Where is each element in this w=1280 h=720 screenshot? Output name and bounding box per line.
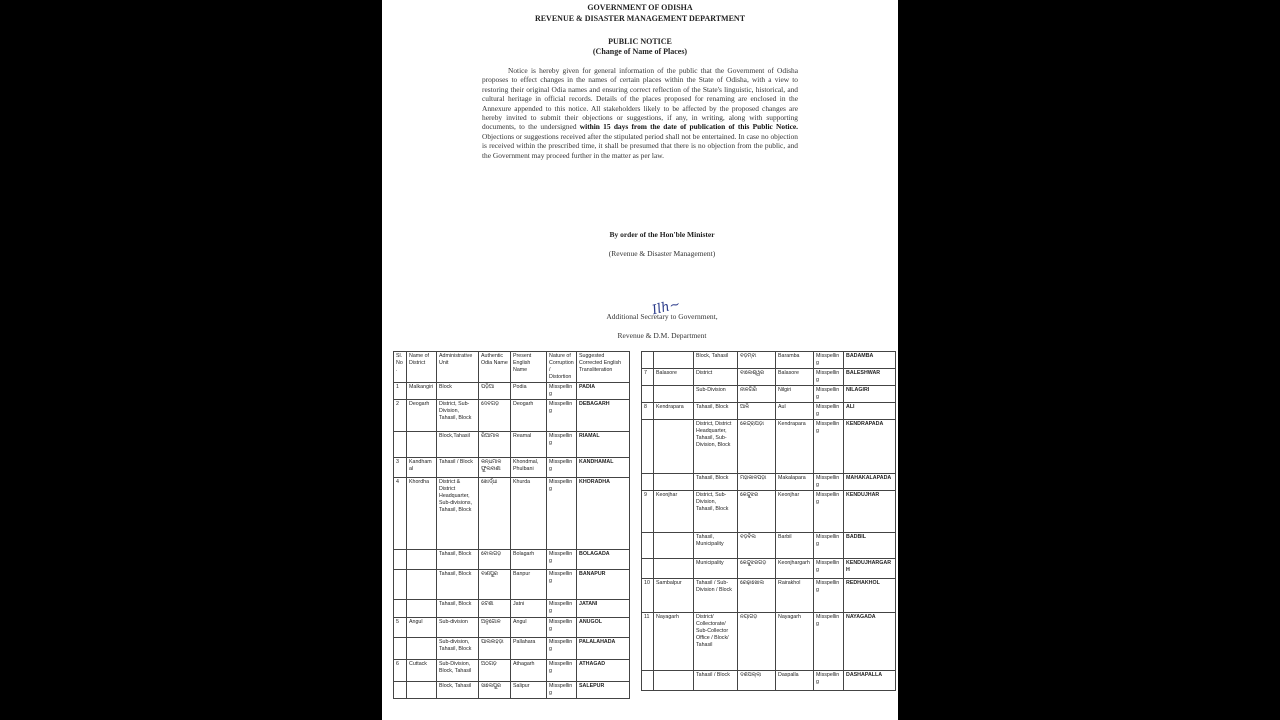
table-cell-present: Angul	[511, 618, 547, 638]
table-cell-sl: 8	[642, 403, 654, 420]
table-cell-unit: Block, Tahasil	[694, 352, 738, 369]
table-row	[642, 420, 896, 474]
table-cell-district: Angul	[407, 618, 437, 638]
table-cell-odia: ନୀଳଗିରି	[738, 386, 776, 403]
table-cell-unit: Sub-Division	[694, 386, 738, 403]
table-cell-odia: ବଡ଼ମ୍ବା	[738, 352, 776, 369]
table-cell-sl	[642, 474, 654, 491]
notice-subtitle: (Change of Name of Places)	[592, 47, 688, 56]
table-cell-corrected: RIAMAL	[577, 432, 630, 458]
table-cell-unit: Tahasil / Block	[694, 671, 738, 691]
table-cell-nature: Misspelling	[814, 533, 844, 559]
table-cell-odia: ପଡ଼ିଆ	[479, 383, 511, 400]
table-cell-nature: Misspelling	[814, 613, 844, 671]
table-cell-unit: Tahasil, Municipality	[694, 533, 738, 559]
table-header-cell: Name of District	[407, 352, 437, 383]
table-cell-present: Deogarh	[511, 400, 547, 432]
table-cell-sl: 10	[642, 579, 654, 613]
annexure-table-right	[641, 351, 896, 691]
table-cell-corrected: PALALAHADA	[577, 638, 630, 660]
table-cell-nature: Misspelling	[547, 600, 577, 618]
table-cell-sl	[642, 533, 654, 559]
table-cell-present: Kendrapara	[776, 420, 814, 474]
table-cell-corrected: KANDHAMAL	[577, 458, 630, 478]
table-header-cell: Sl. No.	[394, 352, 407, 383]
table-cell-nature: Misspelling	[814, 420, 844, 474]
table-cell-sl	[642, 671, 654, 691]
table-cell-nature: Misspelling	[814, 474, 844, 491]
table-cell-odia: ପାଲଲହଡ଼ା	[479, 638, 511, 660]
table-cell-present: Nilgiri	[776, 386, 814, 403]
table-cell-nature: Misspelling	[547, 638, 577, 660]
table-cell-odia: କେନ୍ଦ୍ରାପଡ଼ା	[738, 420, 776, 474]
table-cell-present: Bolagarh	[511, 550, 547, 570]
signatory-title: Additional Secretary to Government,	[606, 312, 718, 321]
table-cell-present: Pallahara	[511, 638, 547, 660]
order-department: (Revenue & Disaster Management)	[608, 249, 716, 258]
table-cell-nature: Misspelling	[814, 671, 844, 691]
table-row	[394, 550, 630, 570]
table-cell-corrected: KHORADHA	[577, 478, 630, 550]
table-cell-present: Aul	[776, 403, 814, 420]
table-cell-present: Keonjhar	[776, 491, 814, 533]
table-cell-unit: District, Sub-Division, Tahasil, Block	[437, 400, 479, 432]
table-cell-nature: Misspelling	[814, 491, 844, 533]
table-cell-district: Kendrapara	[654, 403, 694, 420]
table-row	[642, 559, 896, 579]
table-header-row	[394, 352, 630, 383]
table-cell-corrected: NAYAGADA	[844, 613, 896, 671]
table-cell-unit: Sub-Division, Block, Tahasil	[437, 660, 479, 682]
table-cell-odia: ବାଲେଶ୍ୱର	[738, 369, 776, 386]
table-cell-present: Salipur	[511, 682, 547, 699]
table-cell-nature: Misspelling	[814, 579, 844, 613]
table-cell-corrected: ANUGOL	[577, 618, 630, 638]
table-cell-district	[654, 533, 694, 559]
table-cell-odia: ମହାକାଳପଡ଼ା	[738, 474, 776, 491]
table-cell-present: Nayagarh	[776, 613, 814, 671]
table-row	[394, 478, 630, 550]
table-cell-district: Kandhamal	[407, 458, 437, 478]
table-cell-corrected: KENDUJHAR	[844, 491, 896, 533]
table-cell-corrected: BANAPUR	[577, 570, 630, 600]
table-row	[394, 618, 630, 638]
table-cell-odia: ଆଳି	[738, 403, 776, 420]
signatory-department: Revenue & D.M. Department	[617, 331, 707, 340]
table-cell-nature: Misspelling	[547, 400, 577, 432]
table-cell-nature: Misspelling	[814, 352, 844, 369]
table-cell-sl: 2	[394, 400, 407, 432]
table-cell-odia: ବଡ଼ବିଲ	[738, 533, 776, 559]
table-row	[394, 570, 630, 600]
table-cell-corrected: KENDRAPADA	[844, 420, 896, 474]
table-cell-district: Nayagarh	[654, 613, 694, 671]
table-cell-odia: କନ୍ଧମାଳ ଫୁଲବାଣୀ	[479, 458, 511, 478]
table-row	[642, 386, 896, 403]
table-cell-corrected: PADIA	[577, 383, 630, 400]
table-cell-nature: Misspelling	[547, 682, 577, 699]
table-cell-district: Malkangiri	[407, 383, 437, 400]
table-cell-odia: ନୟାଗଡ଼	[738, 613, 776, 671]
table-cell-odia: ଖୋର୍ଦ୍ଧା	[479, 478, 511, 550]
table-cell-unit: Tahasil, Block	[437, 570, 479, 600]
table-row	[394, 638, 630, 660]
table-cell-unit: District, District Headquarter, Tahasil, Sub-Division, Block	[694, 420, 738, 474]
table-cell-district	[407, 600, 437, 618]
table-cell-present: Makalapara	[776, 474, 814, 491]
table-cell-sl: 9	[642, 491, 654, 533]
table-row	[394, 400, 630, 432]
table-cell-sl: 3	[394, 458, 407, 478]
table-cell-nature: Misspelling	[547, 550, 577, 570]
table-cell-unit: Block,Tahasil	[437, 432, 479, 458]
table-cell-district	[654, 352, 694, 369]
table-cell-present: Athagarh	[511, 660, 547, 682]
table-cell-odia: ଜଟଣୀ	[479, 600, 511, 618]
table-cell-unit: Sub-division, Tahasil, Block	[437, 638, 479, 660]
table-cell-unit: Sub-division	[437, 618, 479, 638]
table-row	[394, 660, 630, 682]
table-cell-sl	[642, 386, 654, 403]
table-row	[642, 579, 896, 613]
notice-document	[382, 0, 898, 720]
table-cell-nature: Misspelling	[547, 458, 577, 478]
notice-text-part2: Objections or suggestions received after the stipulated period shall not be entertained. In case no objection is received within the prescribed time, it shall be presumed that there is no objection from the public, and the Government may proceed further in the matter as per law.	[482, 131, 798, 160]
table-cell-nature: Misspelling	[547, 570, 577, 600]
table-cell-unit: District	[694, 369, 738, 386]
table-cell-district	[407, 432, 437, 458]
table-cell-unit: District/ Collectorate/ Sub-Collector Office / Block/ Tahasil	[694, 613, 738, 671]
table-cell-corrected: REDHAKHOL	[844, 579, 896, 613]
table-cell-odia: ରିଆମାଳ	[479, 432, 511, 458]
table-cell-corrected: BALESHWAR	[844, 369, 896, 386]
table-cell-nature: Misspelling	[814, 369, 844, 386]
table-row	[642, 369, 896, 386]
table-body-right	[642, 352, 896, 691]
table-cell-unit: Tahasil, Block	[437, 550, 479, 570]
table-header-cell: Authentic Odia Name	[479, 352, 511, 383]
table-cell-corrected: BADBIL	[844, 533, 896, 559]
annexure-table-left	[393, 351, 630, 699]
table-cell-district: Cuttack	[407, 660, 437, 682]
table-cell-sl: 11	[642, 613, 654, 671]
table-cell-unit: Tahasil, Block	[437, 600, 479, 618]
table-cell-odia: ଅନୁଗୋଳ	[479, 618, 511, 638]
table-cell-present: Rairakhol	[776, 579, 814, 613]
table-cell-district: Khordha	[407, 478, 437, 550]
table-cell-sl: 6	[394, 660, 407, 682]
table-cell-nature: Misspelling	[547, 618, 577, 638]
table-cell-corrected: MAHAKALAPADA	[844, 474, 896, 491]
table-cell-sl	[642, 559, 654, 579]
table-cell-district	[654, 420, 694, 474]
table-cell-odia: ବୋଲଗଡ଼	[479, 550, 511, 570]
table-cell-nature: Misspelling	[814, 559, 844, 579]
table-cell-unit: Municipality	[694, 559, 738, 579]
table-cell-nature: Misspelling	[547, 383, 577, 400]
table-cell-corrected: BOLAGADA	[577, 550, 630, 570]
table-cell-district	[407, 638, 437, 660]
table-row	[642, 474, 896, 491]
table-cell-sl	[642, 352, 654, 369]
table-cell-district: Keonjhar	[654, 491, 694, 533]
table-cell-present: Podia	[511, 383, 547, 400]
table-cell-sl	[394, 550, 407, 570]
table-cell-unit: Tahasil, Block	[694, 403, 738, 420]
table-header-cell: Nature of Corruption / Distortion	[547, 352, 577, 383]
table-cell-present: Reamal	[511, 432, 547, 458]
table-cell-present: Keonjhargarh	[776, 559, 814, 579]
table-cell-district: Deogarh	[407, 400, 437, 432]
table-row	[642, 352, 896, 369]
table-cell-nature: Misspelling	[814, 386, 844, 403]
table-cell-odia: କେନ୍ଦୁଝର	[738, 491, 776, 533]
table-cell-district: Sambalpur	[654, 579, 694, 613]
table-cell-corrected: KENDUJHARGARH	[844, 559, 896, 579]
table-cell-sl: 7	[642, 369, 654, 386]
table-cell-odia: ବାଣପୁର	[479, 570, 511, 600]
table-cell-present: Khurda	[511, 478, 547, 550]
table-row	[642, 613, 896, 671]
table-cell-present: Daspalla	[776, 671, 814, 691]
table-cell-district	[654, 559, 694, 579]
table-cell-district	[654, 474, 694, 491]
table-cell-odia: ସାଲେପୁର	[479, 682, 511, 699]
order-line: By order of the Hon'ble Minister	[609, 230, 715, 239]
table-row	[394, 383, 630, 400]
notice-title: PUBLIC NOTICE	[608, 37, 672, 46]
table-cell-unit: District & District Headquarter, Sub-divisions, Tahasil, Block	[437, 478, 479, 550]
table-cell-nature: Misspelling	[814, 403, 844, 420]
table-cell-unit: Tahasil / Sub-Division / Block	[694, 579, 738, 613]
table-cell-present: Baramba	[776, 352, 814, 369]
notice-paragraph	[482, 66, 798, 160]
table-cell-present: Balasore	[776, 369, 814, 386]
table-cell-present: Khondmal, Phulbani	[511, 458, 547, 478]
table-cell-nature: Misspelling	[547, 432, 577, 458]
table-cell-unit: Block	[437, 383, 479, 400]
table-cell-corrected: NILAGIRI	[844, 386, 896, 403]
table-cell-sl	[394, 570, 407, 600]
table-cell-nature: Misspelling	[547, 660, 577, 682]
table-header-cell: Administrative Unit	[437, 352, 479, 383]
table-cell-district	[654, 386, 694, 403]
table-row	[394, 600, 630, 618]
table-row	[394, 458, 630, 478]
table-cell-sl	[394, 682, 407, 699]
table-cell-nature: Misspelling	[547, 478, 577, 550]
table-cell-odia: ଦେବଗଡ଼	[479, 400, 511, 432]
table-row	[642, 491, 896, 533]
table-cell-odia: ରେଢ଼ାଖୋଲ	[738, 579, 776, 613]
table-cell-corrected: SALEPUR	[577, 682, 630, 699]
table-header-cell: Suggested Corrected English Transliteration	[577, 352, 630, 383]
table-cell-sl	[642, 420, 654, 474]
table-cell-odia: ଦଶପଲ୍ଲା	[738, 671, 776, 691]
table-cell-district	[407, 682, 437, 699]
table-cell-corrected: ALI	[844, 403, 896, 420]
signature-scribble: Ilh~	[650, 296, 682, 319]
department-heading: REVENUE & DISASTER MANAGEMENT DEPARTMENT	[534, 14, 746, 23]
table-cell-corrected: BADAMBA	[844, 352, 896, 369]
govt-heading: GOVERNMENT OF ODISHA	[587, 3, 693, 12]
table-cell-district: Balasore	[654, 369, 694, 386]
table-cell-corrected: DASHAPALLA	[844, 671, 896, 691]
notice-deadline: within 15 days from the date of publication of this Public Notice.	[579, 122, 798, 132]
table-cell-present: Barbil	[776, 533, 814, 559]
table-body-left	[394, 383, 630, 699]
table-cell-corrected: JATANI	[577, 600, 630, 618]
table-cell-present: Banpur	[511, 570, 547, 600]
table-row	[642, 533, 896, 559]
table-cell-corrected: DEBAGARH	[577, 400, 630, 432]
table-cell-unit: Tahasil / Block	[437, 458, 479, 478]
table-cell-odia: କେନ୍ଦୁଝରଗଡ଼	[738, 559, 776, 579]
table-header-cell: Present English Name	[511, 352, 547, 383]
table-cell-sl: 1	[394, 383, 407, 400]
table-cell-odia: ଅଠଗଡ଼	[479, 660, 511, 682]
table-cell-sl: 4	[394, 478, 407, 550]
table-cell-unit: District, Sub-Division, Tahasil, Block	[694, 491, 738, 533]
table-cell-sl	[394, 432, 407, 458]
table-row	[394, 682, 630, 699]
table-row	[642, 671, 896, 691]
table-cell-district	[407, 550, 437, 570]
table-cell-sl	[394, 600, 407, 618]
table-row	[642, 403, 896, 420]
table-cell-district	[407, 570, 437, 600]
table-cell-unit: Tahasil, Block	[694, 474, 738, 491]
table-cell-corrected: ATHAGAD	[577, 660, 630, 682]
notice-text-part1: Notice is hereby given for general information of the public that the Government of Odisha proposes to effect changes in the names of certain places within the State of Odisha, with a view to restoring their original Odia names and ensuring correct reflection of the State's linguistic, historical, and cultural heritage in official records. Details of the places proposed for renaming are enclosed in the Annexure appended to this notice. All stakeholders likely to be affected by the proposed changes are hereby invited to submit their objections or suggestions, if any, in writing, along with supporting documents, to the undersigned	[482, 66, 798, 132]
table-cell-unit: Block, Tahasil	[437, 682, 479, 699]
table-cell-district	[654, 671, 694, 691]
table-row	[394, 432, 630, 458]
table-cell-present: Jatni	[511, 600, 547, 618]
table-cell-sl: 5	[394, 618, 407, 638]
table-cell-sl	[394, 638, 407, 660]
